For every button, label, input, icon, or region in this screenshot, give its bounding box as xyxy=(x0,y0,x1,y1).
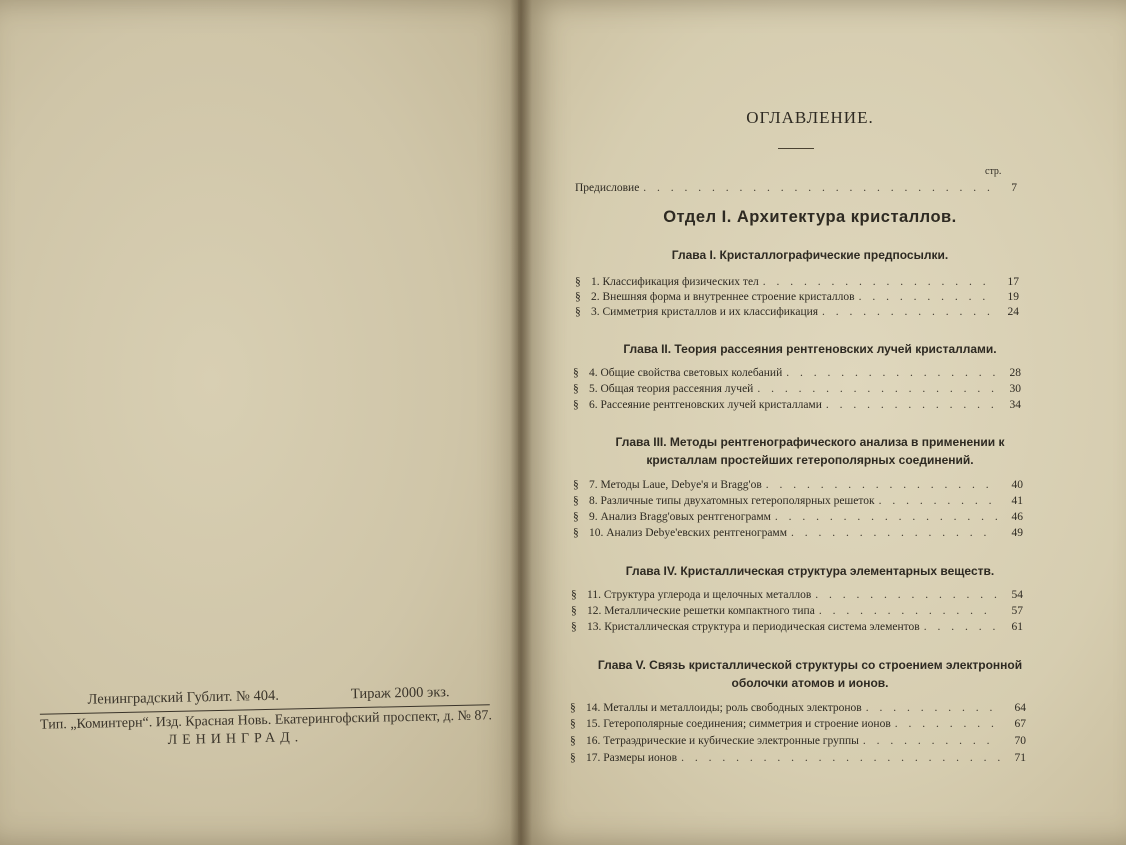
print-run: Тираж 2000 экз. xyxy=(350,684,450,703)
section-sign: § xyxy=(571,621,577,633)
toc-entry-page: 70 xyxy=(1014,735,1026,747)
toc-entry-page: 30 xyxy=(1009,383,1021,395)
leader-dots xyxy=(859,291,993,303)
section-sign: § xyxy=(573,511,579,523)
toc-entry-label: 3. Симметрия кристаллов и их классификация xyxy=(591,306,819,318)
toc-entry[interactable] xyxy=(575,276,1019,288)
toc-entry[interactable] xyxy=(573,367,1021,379)
toc-entry-page: 61 xyxy=(1011,621,1023,633)
toc-entry-page: 46 xyxy=(1011,511,1023,523)
toc-entry[interactable] xyxy=(571,621,1023,633)
section-sign: § xyxy=(570,702,576,714)
toc-entry-label: 7. Методы Laue, Debye'я и Bragg'ов xyxy=(589,479,762,491)
toc-entry[interactable] xyxy=(573,383,1021,395)
chapter-title-5 xyxy=(560,656,1060,692)
toc-entry-page: 7 xyxy=(1011,182,1017,194)
section-sign: § xyxy=(573,495,579,507)
toc-entry-page: 24 xyxy=(1007,306,1019,318)
chapter-title-4: Глава IV. Кристаллическая структура элементарных веществ. xyxy=(625,564,995,578)
toc-entry[interactable] xyxy=(573,479,1023,491)
book-gutter xyxy=(510,0,532,845)
toc-entry-label: 13. Кристаллическая структура и периодическая система элементов xyxy=(587,621,920,633)
leader-dots xyxy=(924,621,997,633)
toc-title: ОГЛАВЛЕНИЕ. xyxy=(746,108,874,127)
toc-entry[interactable] xyxy=(570,702,1026,714)
toc-entry-page: 19 xyxy=(1007,291,1019,303)
toc-entry-page: 34 xyxy=(1009,399,1021,411)
chapter-title-line: оболочки атомов и ионов. xyxy=(731,676,889,690)
printer-line: Тип. „Коминтерн“. Изд. Красная Новь. Екатерингофский проспект, д. № 87. xyxy=(39,708,493,733)
leader-dots xyxy=(763,276,993,288)
title-rule xyxy=(778,148,814,149)
toc-entry[interactable] xyxy=(573,527,1023,539)
toc-entry-label: 6. Рассеяние рентгеновских лучей кристаллами xyxy=(589,399,822,411)
section-sign: § xyxy=(571,605,577,617)
toc-entry[interactable] xyxy=(570,718,1026,730)
leader-dots xyxy=(791,527,997,539)
toc-entry-page: 17 xyxy=(1007,276,1019,288)
toc-entry-page: 64 xyxy=(1014,702,1026,714)
chapter-title-line: Глава V. Связь кристаллической структуры со строением электронной xyxy=(597,658,1023,672)
toc-entry-label: 4. Общие свойства световых колебаний xyxy=(589,367,783,379)
toc-entry[interactable] xyxy=(573,399,1021,411)
section-sign: § xyxy=(570,752,576,764)
part-title: Отдел I. Архитектура кристаллов. xyxy=(663,208,957,226)
toc-entry[interactable] xyxy=(573,511,1023,523)
leader-dots xyxy=(643,182,991,194)
toc-entry-page: 49 xyxy=(1011,527,1023,539)
toc-entry[interactable] xyxy=(573,495,1023,507)
leader-dots xyxy=(863,735,1000,747)
toc-entry[interactable] xyxy=(570,752,1026,764)
toc-entry-label: Предисловие xyxy=(575,182,640,194)
leader-dots xyxy=(681,752,1000,764)
toc-entry[interactable] xyxy=(571,605,1023,617)
chapter-title-2: Глава II. Теория рассеяния рентгеновских лучей кристаллами. xyxy=(623,342,997,356)
chapter-title-3 xyxy=(560,433,1060,469)
leader-dots xyxy=(815,589,997,601)
toc-entry-label: 15. Гетерополярные соединения; симметрия и строение ионов xyxy=(586,718,891,730)
toc-entry-label: 17. Размеры ионов xyxy=(586,752,678,764)
section-sign: § xyxy=(575,291,581,303)
toc-entry[interactable] xyxy=(570,735,1026,747)
leader-dots xyxy=(895,718,1000,730)
section-sign: § xyxy=(570,735,576,747)
leader-dots xyxy=(822,306,993,318)
toc-entry-page: 57 xyxy=(1011,605,1023,617)
printer-imprint xyxy=(39,683,493,751)
toc-entry-page: 28 xyxy=(1009,367,1021,379)
leader-dots xyxy=(819,605,997,617)
toc-entry[interactable] xyxy=(575,306,1019,318)
toc-entry-page: 71 xyxy=(1014,752,1026,764)
chapter-title-line: кристаллам простейших гетерополярных соединений. xyxy=(646,453,974,467)
leader-dots xyxy=(866,702,1000,714)
leader-dots xyxy=(879,495,997,507)
section-sign: § xyxy=(573,527,579,539)
toc-entry-label: 2. Внешняя форма и внутреннее строение кристаллов xyxy=(591,291,855,303)
toc-entry-label: 12. Металлические решетки компактного типа xyxy=(587,605,815,617)
publisher-permit: Ленинградский Гублит. № 404. xyxy=(87,687,280,708)
section-sign: § xyxy=(575,276,581,288)
section-sign: § xyxy=(573,399,579,411)
toc-entry-page: 41 xyxy=(1011,495,1023,507)
imprint-city: ЛЕНИНГРАД. xyxy=(167,730,304,749)
toc-entry-preface[interactable] xyxy=(575,182,1017,194)
chapter-title-line: Глава III. Методы рентгенографического анализа в применении к xyxy=(615,435,1005,449)
page-column-label: стр. xyxy=(985,166,1002,177)
toc-entry-page: 54 xyxy=(1011,589,1023,601)
leader-dots xyxy=(786,367,995,379)
toc-entry-page: 40 xyxy=(1011,479,1023,491)
section-sign: § xyxy=(573,367,579,379)
section-sign: § xyxy=(570,718,576,730)
leader-dots xyxy=(757,383,995,395)
toc-entry-label: 14. Металлы и металлоиды; роль свободных электронов xyxy=(586,702,862,714)
section-sign: § xyxy=(571,589,577,601)
leader-dots xyxy=(826,399,995,411)
section-sign: § xyxy=(573,383,579,395)
toc-entry-label: 8. Различные типы двухатомных гетерополярных решеток xyxy=(589,495,875,507)
toc-entry-label: 11. Структура углерода и щелочных металлов xyxy=(587,589,812,601)
chapter-title-1: Глава I. Кристаллографические предпосылки. xyxy=(671,248,949,262)
toc-entry-label: 10. Анализ Debye'евских рентгенограмм xyxy=(589,527,787,539)
leader-dots xyxy=(766,479,997,491)
toc-entry[interactable] xyxy=(575,291,1019,303)
toc-entry-label: 16. Тетраэдрические и кубические электронные группы xyxy=(586,735,859,747)
section-sign: § xyxy=(573,479,579,491)
leader-dots xyxy=(775,511,997,523)
toc-entry-label: 5. Общая теория рассеяния лучей xyxy=(589,383,754,395)
section-sign: § xyxy=(575,306,581,318)
toc-entry[interactable] xyxy=(571,589,1023,601)
toc-entry-label: 1. Классификация физических тел xyxy=(591,276,759,288)
toc-entry-page: 67 xyxy=(1014,718,1026,730)
toc-entry-label: 9. Анализ Bragg'овых рентгенограмм xyxy=(589,511,771,523)
